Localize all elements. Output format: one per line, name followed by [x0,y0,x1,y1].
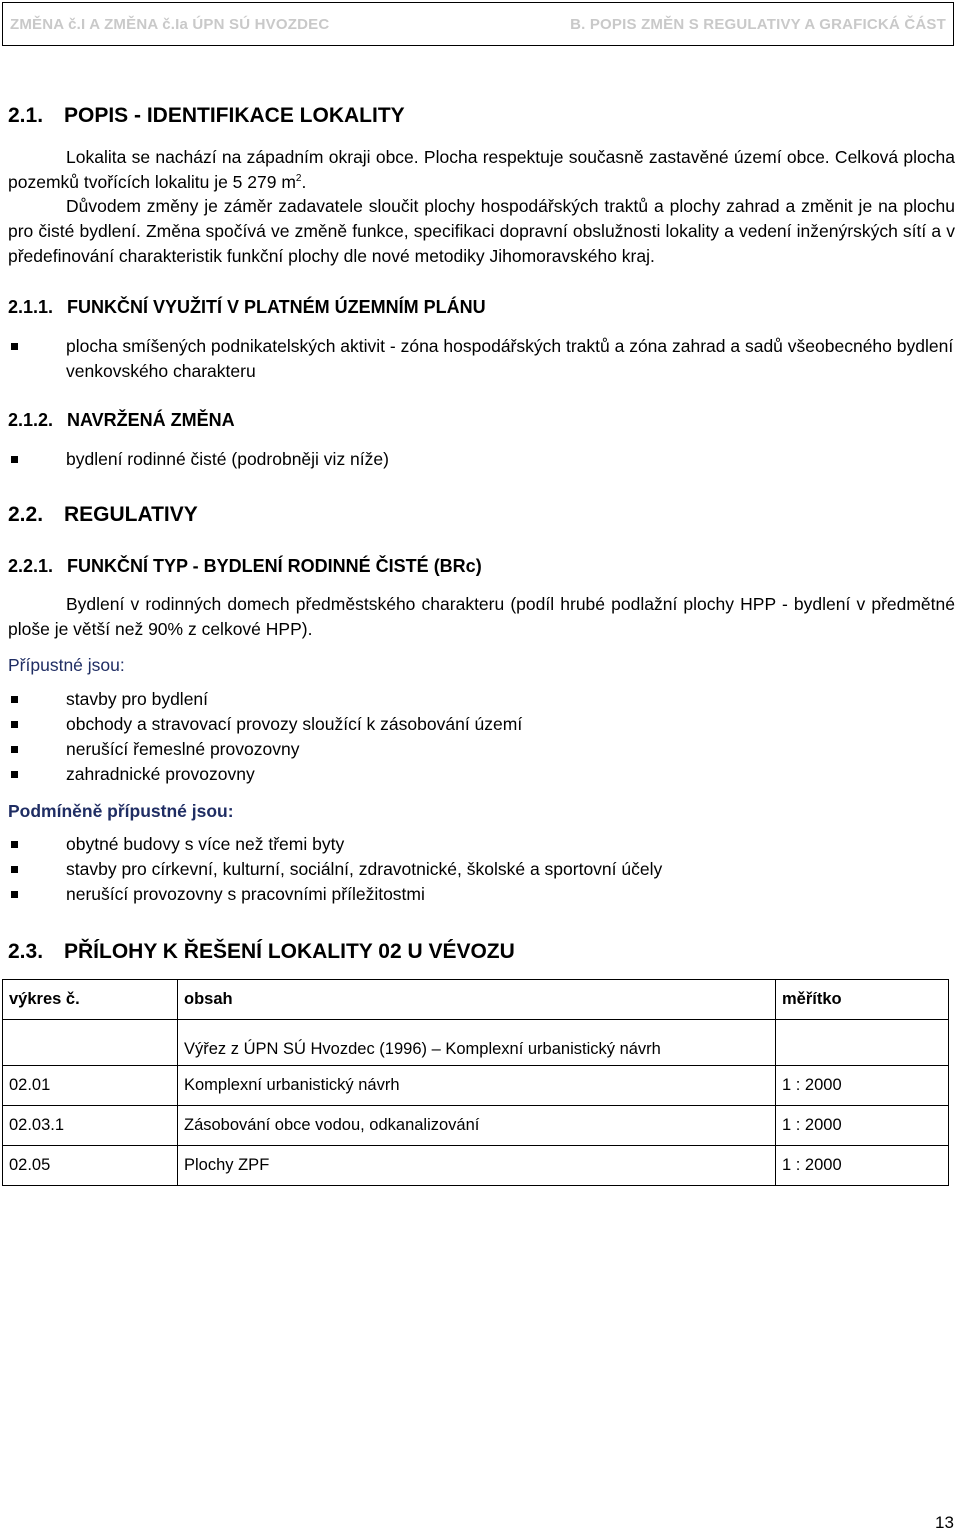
table-row [3,1146,949,1186]
section-2-1-2-heading [8,410,235,431]
bullet-square-icon [11,721,18,728]
table-header-row [3,980,949,1020]
list-item-text: bydlení rodinné čisté (podrobněji viz níže) [66,449,389,469]
table-cell: 02.03.1 [3,1106,178,1146]
section-title: FUNKČNÍ VYUŽITÍ V PLATNÉM ÚZEMNÍM PLÁNU [67,297,486,317]
list-item-text: nerušící řemeslné provozovny [66,739,300,759]
location-text: Lokalita se nachází na západním okraji obce. Plocha respektuje současně zastavěné území obce. Celková plocha pozemků tvořících lokalitu je 5 279 m [8,147,955,192]
table-cell: Komplexní urbanistický návrh [178,1066,776,1106]
list-item [8,857,955,882]
conditional-list [8,832,955,907]
table-row [3,1066,949,1106]
proposed-change-list [8,447,955,472]
list-item [8,687,955,712]
section-number: 2.2. [8,503,44,526]
period: . [301,172,307,192]
list-item [8,447,955,472]
bullet-square-icon [11,866,18,873]
list-item [8,832,955,857]
table-row [3,1106,949,1146]
header-right-title: B. POPIS ZMĚN S REGULATIVY A GRAFICKÁ ČÁST [570,15,946,33]
section-2-3-heading [8,940,515,964]
section-title: REGULATIVY [64,503,198,526]
list-item [8,737,955,762]
list-item-text: zahradnické provozovny [66,764,255,784]
table-cell [776,1020,949,1066]
section-title: PŘÍLOHY K ŘEŠENÍ LOKALITY 02 U VÉVOZU [64,940,515,963]
section-number: 2.1.2. [8,410,54,430]
header-left-title: ZMĚNA č.I A ZMĚNA č.Ia ÚPN SÚ HVOZDEC [10,15,330,33]
list-item [8,334,955,384]
table-cell: 1 : 2000 [776,1146,949,1186]
current-use-list [8,334,955,384]
list-item-text: obytné budovy s více než třemi byty [66,834,345,854]
section-2-2-1-heading [8,556,482,577]
section-title: POPIS - IDENTIFIKACE LOKALITY [64,104,405,127]
bullet-square-icon [11,891,18,898]
page-header [2,2,954,46]
list-item [8,762,955,787]
column-header-drawing-no: výkres č. [3,980,178,1020]
page-number: 13 [935,1513,954,1532]
section-2-2-heading [8,503,198,527]
table-cell [3,1020,178,1066]
allowed-list [8,687,955,787]
list-item-text: stavby pro bydlení [66,689,209,709]
column-header-scale: měřítko [776,980,949,1020]
bullet-square-icon [11,456,18,463]
list-item-text: stavby pro církevní, kulturní, sociální, zdravotnické, školské a sportovní účely [66,859,663,879]
reason-paragraph: Důvodem změny je záměr zadavatele sloučit plochy hospodářských traktů a plochy zahrad a změnit je na plochu pro čisté bydlení. Změna spočívá ve změně funkce, specifikaci dopravní obslužnosti lokality a vedení inženýrských sítí a v předefinování charakteristik funkční plochy dle nové metodiky Jihomoravského kraj. [8,196,955,266]
attachments-table [2,979,949,1186]
functional-type-description: Bydlení v rodinných domech předměstského charakteru (podíl hrubé podlažní plochy HPP - bydlení v předmětné ploše je větší než 90% z celkové HPP). [8,594,955,639]
table-cell: 02.05 [3,1146,178,1186]
allowed-label: Přípustné jsou: [8,655,125,675]
table-cell: Zásobování obce vodou, odkanalizování [178,1106,776,1146]
bullet-square-icon [11,746,18,753]
section-number: 2.2.1. [8,556,54,576]
bullet-square-icon [11,343,18,350]
superscript: 2 [295,173,302,185]
section-number: 2.1.1. [8,297,54,317]
list-item [8,882,955,907]
column-header-content: obsah [178,980,776,1020]
bullet-square-icon [11,841,18,848]
list-item-text: nerušící provozovny s pracovními příležitostmi [66,884,425,904]
location-paragraph [8,145,955,195]
section-2-1-heading [8,104,405,128]
bullet-square-icon [11,771,18,778]
list-item [8,712,955,737]
conditional-label: Podmíněně přípustné jsou: [8,801,234,821]
section-2-1-1-heading [8,297,486,318]
section-title: NAVRŽENÁ ZMĚNA [67,410,235,430]
table-cell: 02.01 [3,1066,178,1106]
table-cell: Plochy ZPF [178,1146,776,1186]
bullet-square-icon [11,696,18,703]
section-number: 2.3. [8,940,44,963]
section-number: 2.1. [8,104,44,127]
table-cell-subheader: Výřez z ÚPN SÚ Hvozdec (1996) – Komplexní urbanistický návrh [178,1020,776,1066]
table-subheader-row [3,1020,949,1066]
list-item-text: plocha smíšených podnikatelských aktivit - zóna hospodářských traktů a zóna zahrad a sadů všeobecného bydlení venkovského charakteru [66,336,954,381]
table-cell: 1 : 2000 [776,1106,949,1146]
table-cell: 1 : 2000 [776,1066,949,1106]
list-item-text: obchody a stravovací provozy sloužící k zásobování území [66,714,523,734]
section-title: FUNKČNÍ TYP - BYDLENÍ RODINNÉ ČISTÉ (BRc) [67,556,482,576]
